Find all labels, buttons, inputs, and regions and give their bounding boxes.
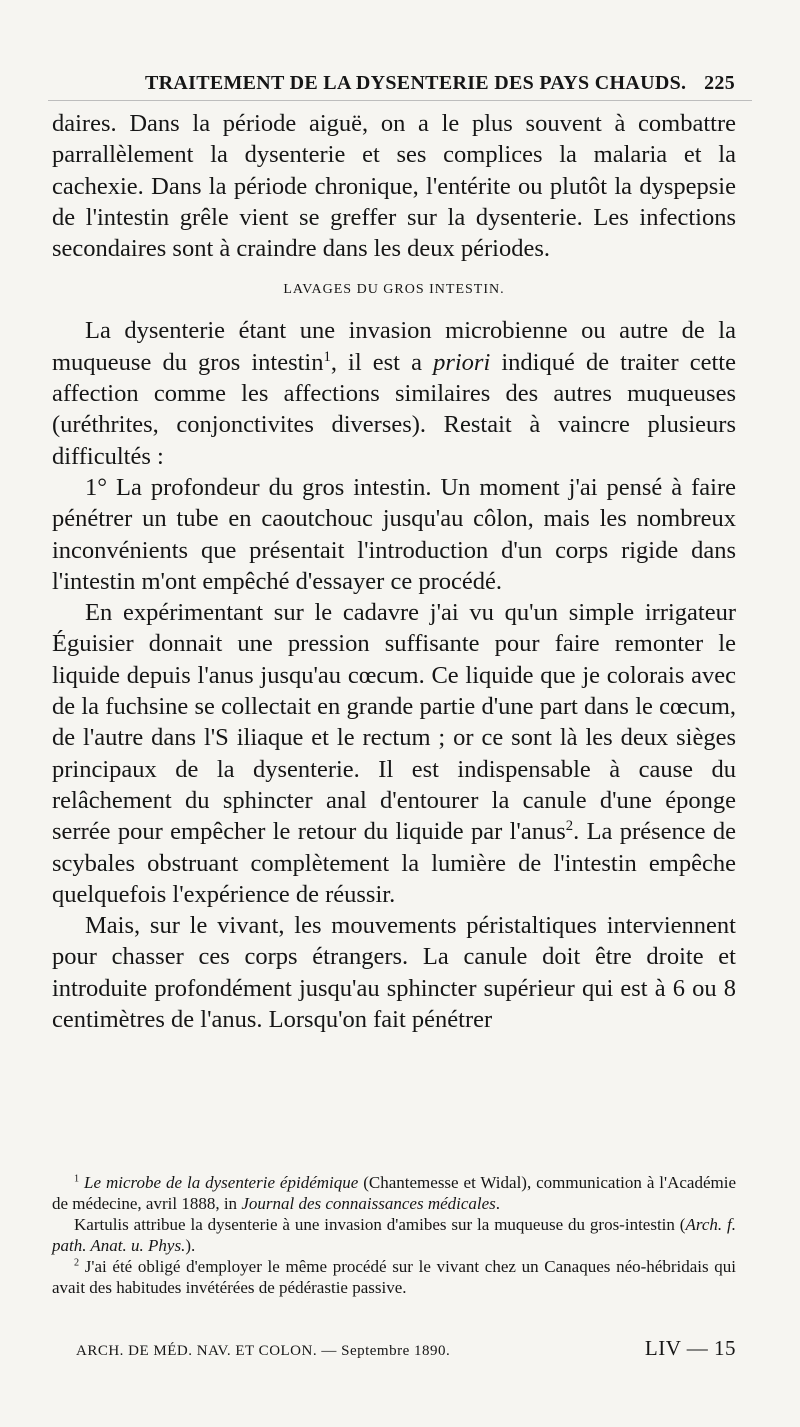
paragraph-difficulty-1: 1° La profondeur du gros intestin. Un moment j'ai pensé à faire pénétrer un tube en caoutchouc jusqu'au côlon, mais les nombreux inconvénients que présentait l'introduction d'un corps rigide dans l'intestin m'ont empêché d'essayer ce procédé. bbox=[52, 473, 736, 595]
running-title: TRAITEMENT DE LA DYSENTERIE DES PAYS CHAUDS. bbox=[145, 72, 687, 94]
footnote-text: ). bbox=[185, 1236, 196, 1255]
paragraph-vivant: Mais, sur le vivant, les mouvements péristaltiques interviennent pour chasser ces corps étrangers. La canule doit être droite et introduite profondément jusqu'au sphincter supérieur qui est à 6 ou 8 centimètres de l'anus. Lorsqu'on fait pénétrer bbox=[52, 912, 736, 1034]
paragraph-text: En expérimentant sur le cadavre j'ai vu qu'un simple irrigateur Éguisier donnait une pression suffisante pour faire remonter le liquide depuis l'anus jusqu'au cœcum. Ce liquide que je colorais avec de la fuchsine se collectait en grande partie d'une part dans le cœcum, de l'autre dans l'S iliaque et le rectum ; or ce sont là les deux sièges principaux de la dysenterie. Il est indispensable à cause du relâchement du sphincter anal d'entourer la canule d'une éponge serrée pour empêcher le retour du liquide par l'anus bbox=[52, 599, 736, 846]
footnote-mark: 1 bbox=[74, 1173, 80, 1185]
paragraph-lavages-intro bbox=[52, 315, 736, 471]
footnote-text: J'ai été obligé d'employer le même procédé sur le vivant chez un Canaques néo-hébridais qui avait des habitudes invétérées de pédérastie passive. bbox=[52, 1257, 736, 1297]
footnote-text: (Chantemesse et Widal), communication à l'Académie de médecine, avril 1888, in bbox=[52, 1173, 736, 1213]
paragraph-cadavre bbox=[52, 597, 736, 910]
footnote-text: . bbox=[495, 1194, 501, 1213]
italic-term: priori bbox=[433, 348, 491, 376]
header-rule bbox=[48, 100, 752, 101]
page-number: 225 bbox=[704, 72, 735, 94]
running-header bbox=[145, 72, 735, 95]
footnotes bbox=[52, 1172, 736, 1298]
footnote-1-continued bbox=[52, 1214, 736, 1256]
footnote-journal: Journal des connaissances médicales bbox=[241, 1194, 496, 1213]
journal-citation: ARCH. DE MÉD. NAV. ET COLON. — Septembre 1890. bbox=[76, 1343, 451, 1359]
footnote-ref-1[interactable]: 1 bbox=[323, 348, 331, 365]
page-footer bbox=[76, 1336, 736, 1361]
footnote-1 bbox=[52, 1172, 736, 1214]
section-heading: LAVAGES DU GROS INTESTIN. bbox=[283, 282, 505, 298]
footnote-ref-2[interactable]: 2 bbox=[565, 818, 574, 835]
paragraph-continuation: daires. Dans la période aiguë, on a le plus souvent à combattre parrallèlement la dysenterie et ses complices la malaria et la cachexie. Dans la période chronique, l'entérite ou plutôt la dyspepsie de l'intestin grêle vient se greffer sur la dysenterie. Les infections secondaires sont à craindre dans les deux périodes. bbox=[52, 110, 736, 263]
footnote-journal: Arch. f. path. Anat. u. Phys. bbox=[52, 1215, 736, 1255]
footnote-title: Le microbe de la dysenterie épidémique bbox=[84, 1173, 359, 1192]
footnote-2 bbox=[52, 1256, 736, 1298]
main-text bbox=[52, 108, 736, 1035]
paragraph-text: La dysenterie étant une invasion microbienne ou autre de la muqueuse du gros intestin bbox=[52, 317, 736, 376]
paragraph-text: . La présence de scybales obstruant complètement la lumière de l'intestin empêche quelquefois l'expérience de réussir. bbox=[52, 818, 737, 908]
footnote-mark: 2 bbox=[74, 1257, 80, 1269]
signature-mark: LIV — 15 bbox=[644, 1336, 736, 1360]
paragraph-text: , il est a bbox=[330, 348, 434, 376]
paragraph-text: indiqué de traiter cette affection comme les affections similaires des autres muqueuses (uréthrites, conjonctivites diverses). Restait à vaincre plusieurs difficultés : bbox=[52, 348, 736, 470]
footnote-text: Kartulis attribue la dysenterie à une invasion d'amibes sur la muqueuse du gros-intestin ( bbox=[74, 1215, 686, 1234]
